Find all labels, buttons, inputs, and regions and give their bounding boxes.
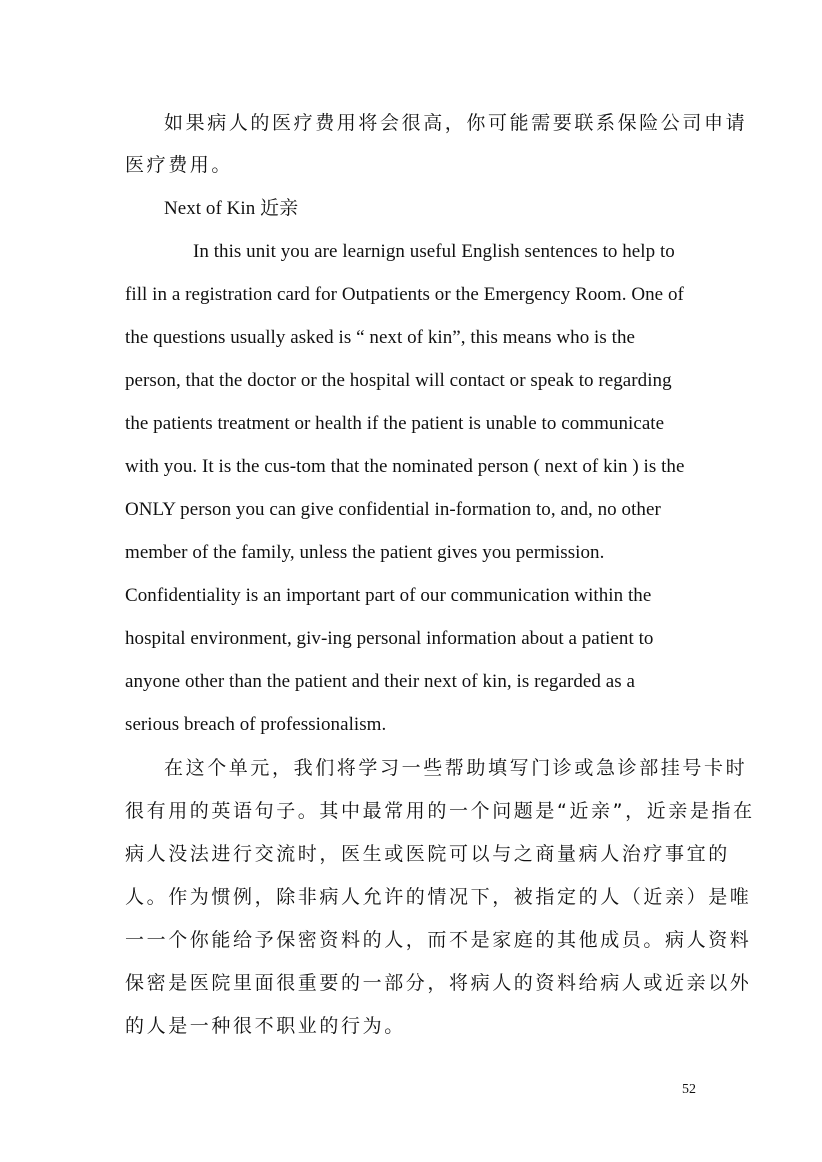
paragraph-2-line-8: member of the family, unless the patient gives you permission. <box>125 542 605 563</box>
paragraph-3-line-6: 保密是医院里面很重要的一部分，将病人的资料给病人或近亲以外 <box>125 972 752 994</box>
paragraph-1-line-2: 医疗费用。 <box>125 154 234 176</box>
paragraph-2-line-4: person, that the doctor or the hospital will contact or speak to regarding <box>125 370 672 391</box>
paragraph-3-line-1: 在这个单元，我们将学习一些帮助填写门诊或急诊部挂号卡时 <box>164 757 748 779</box>
paragraph-2-line-3: the questions usually asked is “ next of kin”, this means who is the <box>125 327 635 348</box>
paragraph-2-line-12: serious breach of professionalism. <box>125 714 387 735</box>
section-heading: Next of Kin 近亲 <box>164 198 299 219</box>
paragraph-2-line-9: Confidentiality is an important part of our communication within the <box>125 585 652 606</box>
page-number: 52 <box>682 1082 696 1097</box>
paragraph-2-line-6: with you. It is the cus-tom that the nominated person ( next of kin ) is the <box>125 456 685 477</box>
paragraph-3-line-2: 很有用的英语句子。其中最常用的一个问题是“近亲”，近亲是指在 <box>125 800 755 822</box>
paragraph-3-line-5: 一一个你能给予保密资料的人，而不是家庭的其他成员。病人资料 <box>125 929 752 951</box>
paragraph-3-line-7: 的人是一种很不职业的行为。 <box>125 1015 406 1037</box>
paragraph-2-line-7: ONLY person you can give confidential in-formation to, and, no other <box>125 499 661 520</box>
paragraph-2-line-2: fill in a registration card for Outpatients or the Emergency Room. One of <box>125 284 684 305</box>
paragraph-1-line-1: 如果病人的医疗费用将会很高，你可能需要联系保险公司申请 <box>164 112 748 134</box>
paragraph-2-line-11: anyone other than the patient and their next of kin, is regarded as a <box>125 671 635 692</box>
paragraph-2-line-10: hospital environment, giv-ing personal information about a patient to <box>125 628 654 649</box>
paragraph-2-line-1: In this unit you are learnign useful English sentences to help to <box>193 241 675 262</box>
paragraph-3-line-3: 病人没法进行交流时，医生或医院可以与之商量病人治疗事宜的 <box>125 843 730 865</box>
paragraph-2-line-5: the patients treatment or health if the patient is unable to communicate <box>125 413 665 434</box>
paragraph-3-line-4: 人。作为惯例，除非病人允许的情况下，被指定的人（近亲）是唯 <box>125 886 752 908</box>
